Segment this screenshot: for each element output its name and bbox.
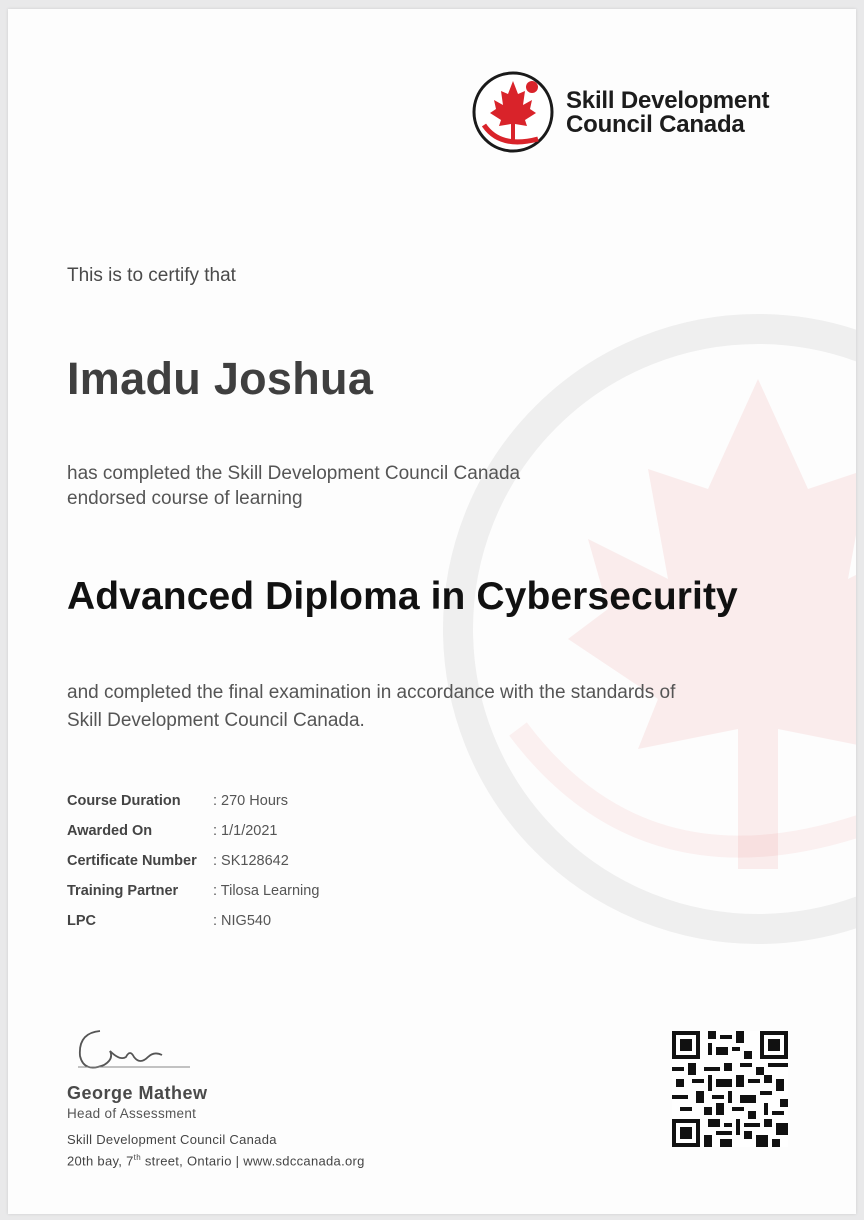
certificate-sheet [8, 9, 856, 1214]
address-superscript: th [133, 1153, 141, 1162]
detail-label: Course Duration [67, 793, 181, 809]
exam-line-2: Skill Development Council Canada. [67, 710, 365, 731]
maple-leaf-watermark-icon [428, 309, 856, 949]
detail-label: Certificate Number [67, 853, 197, 869]
signatory-address-block [67, 1131, 365, 1170]
detail-value: : 1/1/2021 [213, 823, 278, 839]
address-part-2: street, Ontario | www.sdccanada.org [140, 1153, 365, 1169]
maple-leaf-emblem-icon [470, 69, 556, 155]
signatory-name: George Mathew [67, 1083, 208, 1103]
detail-row [67, 853, 319, 883]
detail-value: : 270 Hours [213, 793, 288, 809]
detail-label: LPC [67, 913, 96, 929]
detail-label: Awarded On [67, 823, 153, 839]
address-part-1: 20th bay, 7 [67, 1153, 134, 1169]
exam-statement [67, 679, 675, 735]
detail-row [67, 883, 319, 913]
signatory-address [67, 1149, 365, 1170]
detail-value: : NIG540 [213, 913, 272, 929]
logo-line-1: Skill Development [566, 87, 770, 114]
completion-statement [67, 461, 520, 511]
completion-line-1: has completed the Skill Development Council Canada [67, 463, 521, 484]
details-list [67, 793, 319, 943]
detail-label: Training Partner [67, 883, 179, 899]
detail-row [67, 793, 319, 823]
signatory-title: Head of Assessment [67, 1106, 197, 1121]
detail-row [67, 823, 319, 853]
detail-value: : Tilosa Learning [213, 883, 320, 899]
signature-icon [70, 1021, 200, 1081]
logo-line-2: Council Canada [566, 111, 745, 138]
detail-value: : SK128642 [213, 853, 289, 869]
course-title: Advanced Diploma in Cybersecurity [67, 575, 738, 618]
detail-row [67, 913, 319, 943]
qr-code-icon [672, 1031, 788, 1147]
logo-wordmark [566, 89, 769, 137]
completion-line-2: endorsed course of learning [67, 488, 303, 509]
signatory-org: Skill Development Council Canada [67, 1132, 277, 1147]
certify-intro: This is to certify that [67, 265, 236, 286]
exam-line-1: and completed the final examination in accordance with the standards of [67, 682, 676, 703]
recipient-name: Imadu Joshua [67, 353, 374, 404]
logo [470, 69, 810, 165]
